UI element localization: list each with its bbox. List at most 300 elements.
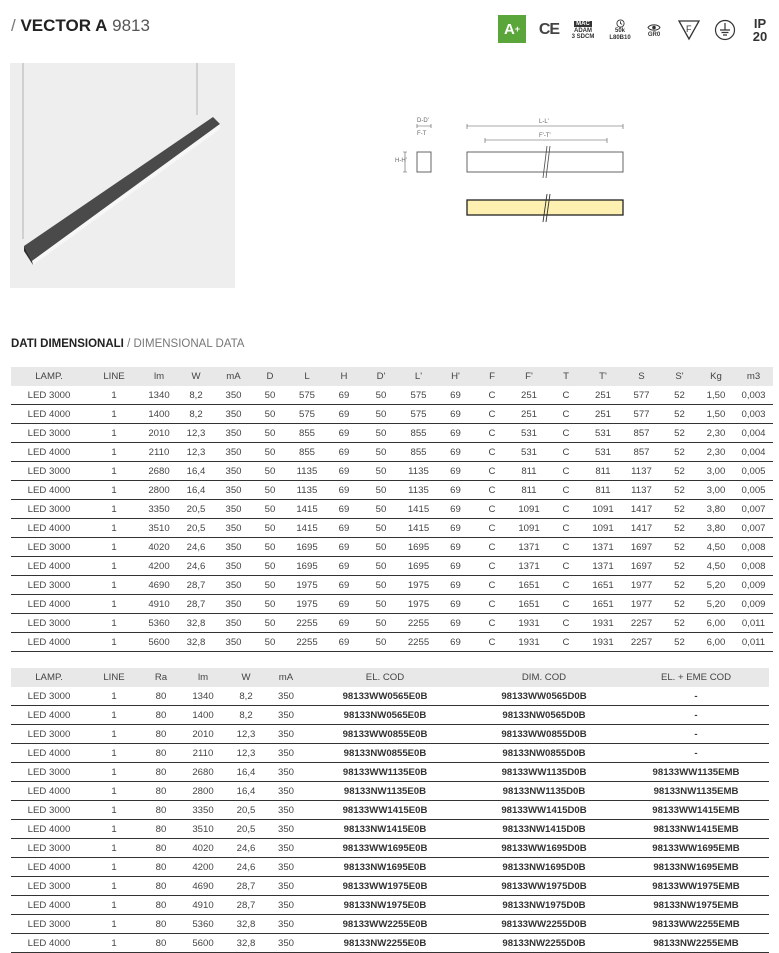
table-cell: 69 bbox=[326, 462, 362, 481]
table-cell: 1371 bbox=[584, 538, 622, 557]
table-cell: 350 bbox=[267, 896, 305, 915]
table-cell: C bbox=[474, 424, 510, 443]
code-row bbox=[11, 744, 769, 763]
table-cell: 1415 bbox=[288, 519, 326, 538]
table-cell: 80 bbox=[141, 820, 181, 839]
column-header: LINE bbox=[87, 668, 141, 687]
table-cell: 50 bbox=[362, 633, 400, 652]
table-cell: 50 bbox=[362, 576, 400, 595]
table-cell: 98133NW2255E0B bbox=[305, 934, 465, 953]
table-cell: 50 bbox=[362, 614, 400, 633]
table-cell: 2800 bbox=[181, 782, 225, 801]
svg-text:F: F bbox=[686, 24, 692, 34]
section-title-sep: / bbox=[127, 338, 131, 350]
label-f-t: F'-T' bbox=[539, 133, 551, 139]
table-cell: 2110 bbox=[141, 443, 177, 462]
table-cell: 2257 bbox=[622, 633, 661, 652]
table-cell: 1695 bbox=[400, 538, 437, 557]
table-cell: 251 bbox=[584, 386, 622, 405]
page-title bbox=[11, 16, 150, 36]
table-cell: 98133WW2255EMB bbox=[623, 915, 769, 934]
table-cell: 1135 bbox=[288, 481, 326, 500]
table-cell: 1651 bbox=[584, 595, 622, 614]
table-cell: 3350 bbox=[181, 801, 225, 820]
table-cell: LED 3000 bbox=[11, 576, 87, 595]
eye-icon bbox=[647, 23, 661, 32]
dimensional-row bbox=[11, 538, 773, 557]
column-header: DIM. COD bbox=[465, 668, 623, 687]
table-cell: C bbox=[474, 557, 510, 576]
table-cell: 3,80 bbox=[698, 519, 734, 538]
table-cell: 1 bbox=[87, 576, 141, 595]
table-cell: 6,00 bbox=[698, 633, 734, 652]
table-cell: 16,4 bbox=[177, 481, 215, 500]
table-cell: 575 bbox=[400, 386, 437, 405]
table-cell: 1091 bbox=[584, 500, 622, 519]
table-cell: C bbox=[548, 519, 584, 538]
table-cell: C bbox=[548, 462, 584, 481]
column-header: S bbox=[622, 367, 661, 386]
table-cell: 98133WW1975EMB bbox=[623, 877, 769, 896]
table-cell: 1,50 bbox=[698, 405, 734, 424]
table-cell: 1 bbox=[87, 763, 141, 782]
table-cell: 98133NW1975D0B bbox=[465, 896, 623, 915]
table-cell: C bbox=[548, 557, 584, 576]
table-cell: 0,005 bbox=[734, 462, 773, 481]
table-cell: 2,30 bbox=[698, 424, 734, 443]
table-cell: 98133NW0855D0B bbox=[465, 744, 623, 763]
column-header: H bbox=[326, 367, 362, 386]
table-cell: 98133WW2255E0B bbox=[305, 915, 465, 934]
table-cell: 1651 bbox=[584, 576, 622, 595]
table-cell: 855 bbox=[400, 443, 437, 462]
table-cell: 1931 bbox=[510, 633, 548, 652]
table-cell: 98133WW0855E0B bbox=[305, 725, 465, 744]
column-header: D' bbox=[362, 367, 400, 386]
table-cell: 0,011 bbox=[734, 614, 773, 633]
column-header: F' bbox=[510, 367, 548, 386]
table-cell: 350 bbox=[267, 801, 305, 820]
mac-adam-icon bbox=[568, 15, 598, 45]
dimensional-row bbox=[11, 462, 773, 481]
table-cell: 32,8 bbox=[177, 614, 215, 633]
table-cell: 2010 bbox=[141, 424, 177, 443]
dimensional-row bbox=[11, 595, 773, 614]
table-cell: 8,2 bbox=[177, 405, 215, 424]
table-cell: C bbox=[474, 633, 510, 652]
table-cell: 0,004 bbox=[734, 424, 773, 443]
table-cell: 811 bbox=[510, 481, 548, 500]
table-cell: 1137 bbox=[622, 462, 661, 481]
table-cell: 2680 bbox=[181, 763, 225, 782]
column-header: T' bbox=[584, 367, 622, 386]
table-cell: 531 bbox=[510, 424, 548, 443]
table-cell: 69 bbox=[326, 443, 362, 462]
table-cell: 98133WW1135EMB bbox=[623, 763, 769, 782]
table-cell: 69 bbox=[437, 557, 474, 576]
table-cell: 20,5 bbox=[225, 820, 267, 839]
table-cell: 1 bbox=[87, 443, 141, 462]
table-cell: 575 bbox=[288, 386, 326, 405]
table-cell: 69 bbox=[437, 462, 474, 481]
table-cell: 69 bbox=[326, 500, 362, 519]
table-cell: 2257 bbox=[622, 614, 661, 633]
table-cell: 1975 bbox=[400, 576, 437, 595]
table-cell: 0,003 bbox=[734, 386, 773, 405]
table-cell: 5,20 bbox=[698, 576, 734, 595]
dimensional-row bbox=[11, 614, 773, 633]
table-cell: 98133NW1975EMB bbox=[623, 896, 769, 915]
column-header: L' bbox=[400, 367, 437, 386]
column-header: H' bbox=[437, 367, 474, 386]
table-cell: 50 bbox=[362, 500, 400, 519]
product-name: VECTOR A bbox=[20, 16, 108, 35]
table-cell: 98133NW1135E0B bbox=[305, 782, 465, 801]
table-cell: 1 bbox=[87, 424, 141, 443]
dimensional-row bbox=[11, 557, 773, 576]
table-cell: 52 bbox=[661, 595, 698, 614]
table-cell: 1977 bbox=[622, 576, 661, 595]
dimensional-row bbox=[11, 443, 773, 462]
table-cell: 1931 bbox=[510, 614, 548, 633]
table-cell: 1931 bbox=[584, 633, 622, 652]
table-cell: LED 4000 bbox=[11, 481, 87, 500]
dimensional-table-header bbox=[11, 367, 773, 386]
table-cell: LED 3000 bbox=[11, 763, 87, 782]
ip-rating-badge bbox=[746, 15, 774, 45]
table-cell: 1091 bbox=[510, 500, 548, 519]
dimensional-drawing bbox=[395, 118, 630, 223]
table-cell: 28,7 bbox=[225, 877, 267, 896]
table-cell: 1 bbox=[87, 896, 141, 915]
table-cell: LED 3000 bbox=[11, 538, 87, 557]
table-cell: 50 bbox=[252, 424, 288, 443]
table-cell: - bbox=[623, 744, 769, 763]
table-cell: 4,50 bbox=[698, 538, 734, 557]
table-cell: 251 bbox=[584, 405, 622, 424]
table-cell: 69 bbox=[437, 405, 474, 424]
table-cell: 50 bbox=[252, 462, 288, 481]
table-cell: 69 bbox=[437, 424, 474, 443]
table-cell: 1091 bbox=[510, 519, 548, 538]
table-cell: 3,00 bbox=[698, 462, 734, 481]
table-cell: 50 bbox=[362, 424, 400, 443]
table-cell: C bbox=[548, 614, 584, 633]
table-cell: - bbox=[623, 706, 769, 725]
table-cell: 52 bbox=[661, 633, 698, 652]
section-title-en: DIMENSIONAL DATA bbox=[133, 338, 245, 350]
table-cell: LED 4000 bbox=[11, 782, 87, 801]
table-cell: 4910 bbox=[141, 595, 177, 614]
table-cell: 98133NW0565D0B bbox=[465, 706, 623, 725]
table-cell: 4020 bbox=[181, 839, 225, 858]
table-cell: C bbox=[548, 500, 584, 519]
table-cell: C bbox=[474, 614, 510, 633]
table-cell: 24,6 bbox=[225, 839, 267, 858]
table-cell: LED 3000 bbox=[11, 915, 87, 934]
table-cell: 350 bbox=[215, 405, 252, 424]
table-cell: 24,6 bbox=[177, 538, 215, 557]
code-row bbox=[11, 706, 769, 725]
table-cell: C bbox=[474, 595, 510, 614]
table-cell: 52 bbox=[661, 538, 698, 557]
column-header: LINE bbox=[87, 367, 141, 386]
table-cell: 50 bbox=[362, 386, 400, 405]
table-cell: 1975 bbox=[288, 595, 326, 614]
table-cell: 98133NW1415D0B bbox=[465, 820, 623, 839]
table-cell: 32,8 bbox=[225, 915, 267, 934]
table-cell: 350 bbox=[215, 424, 252, 443]
code-row bbox=[11, 763, 769, 782]
code-row bbox=[11, 687, 769, 706]
table-cell: 1 bbox=[87, 633, 141, 652]
table-cell: 350 bbox=[215, 614, 252, 633]
table-cell: 1417 bbox=[622, 519, 661, 538]
table-cell: 2255 bbox=[288, 633, 326, 652]
table-cell: 50 bbox=[362, 557, 400, 576]
table-cell: 80 bbox=[141, 896, 181, 915]
table-cell: 2255 bbox=[400, 633, 437, 652]
table-cell: 1 bbox=[87, 538, 141, 557]
table-cell: LED 4000 bbox=[11, 557, 87, 576]
risk-group-label: GR0 bbox=[647, 31, 661, 38]
table-cell: 4,50 bbox=[698, 557, 734, 576]
lifetime-icon bbox=[606, 15, 634, 45]
code-row bbox=[11, 820, 769, 839]
lifetime-hours: 50k bbox=[614, 27, 625, 34]
table-cell: 98133NW0855E0B bbox=[305, 744, 465, 763]
table-cell: 350 bbox=[267, 820, 305, 839]
table-cell: 1 bbox=[87, 706, 141, 725]
table-cell: C bbox=[548, 386, 584, 405]
label-length: L-L' bbox=[539, 119, 549, 125]
table-cell: 0,005 bbox=[734, 481, 773, 500]
table-cell: 350 bbox=[215, 481, 252, 500]
table-cell: 575 bbox=[288, 405, 326, 424]
table-cell: 20,5 bbox=[177, 500, 215, 519]
table-cell: LED 4000 bbox=[11, 706, 87, 725]
table-cell: 251 bbox=[510, 405, 548, 424]
table-cell: 50 bbox=[362, 462, 400, 481]
table-cell: LED 3000 bbox=[11, 614, 87, 633]
table-cell: 0,004 bbox=[734, 443, 773, 462]
table-cell: 0,009 bbox=[734, 595, 773, 614]
column-header: F bbox=[474, 367, 510, 386]
table-cell: 50 bbox=[362, 481, 400, 500]
table-cell: 350 bbox=[267, 877, 305, 896]
table-cell: 52 bbox=[661, 386, 698, 405]
table-cell: 69 bbox=[326, 538, 362, 557]
table-cell: 0,008 bbox=[734, 557, 773, 576]
table-cell: 5360 bbox=[141, 614, 177, 633]
table-cell: 0,008 bbox=[734, 538, 773, 557]
table-cell: 1 bbox=[87, 877, 141, 896]
table-cell: 2,30 bbox=[698, 443, 734, 462]
table-cell: 6,00 bbox=[698, 614, 734, 633]
table-cell: 98133WW1695EMB bbox=[623, 839, 769, 858]
table-cell: 50 bbox=[362, 405, 400, 424]
lifetime-rating: L80B10 bbox=[609, 34, 631, 41]
table-cell: 1371 bbox=[510, 557, 548, 576]
table-cell: 3510 bbox=[181, 820, 225, 839]
table-cell: LED 3000 bbox=[11, 801, 87, 820]
table-cell: 50 bbox=[252, 557, 288, 576]
table-cell: 69 bbox=[326, 614, 362, 633]
table-cell: 69 bbox=[437, 443, 474, 462]
table-cell: 811 bbox=[584, 462, 622, 481]
table-cell: 98133NW1975E0B bbox=[305, 896, 465, 915]
table-cell: LED 4000 bbox=[11, 633, 87, 652]
table-cell: 2110 bbox=[181, 744, 225, 763]
table-cell: LED 4000 bbox=[11, 858, 87, 877]
table-cell: 0,007 bbox=[734, 519, 773, 538]
table-cell: LED 3000 bbox=[11, 877, 87, 896]
table-cell: 3,00 bbox=[698, 481, 734, 500]
column-header: m3 bbox=[734, 367, 773, 386]
label-depth: D-D' bbox=[417, 118, 429, 124]
table-cell: 50 bbox=[252, 614, 288, 633]
mac-label: MAC bbox=[576, 20, 590, 27]
table-cell: 98133WW1975E0B bbox=[305, 877, 465, 896]
table-cell: 4200 bbox=[141, 557, 177, 576]
table-cell: 1975 bbox=[288, 576, 326, 595]
table-cell: 69 bbox=[326, 557, 362, 576]
table-cell: 98133WW1975D0B bbox=[465, 877, 623, 896]
table-cell: LED 3000 bbox=[11, 386, 87, 405]
table-cell: C bbox=[474, 443, 510, 462]
table-cell: 8,2 bbox=[225, 687, 267, 706]
earth-ground-icon bbox=[712, 15, 738, 45]
column-header: S' bbox=[661, 367, 698, 386]
table-cell: 350 bbox=[267, 725, 305, 744]
table-cell: 350 bbox=[215, 595, 252, 614]
table-cell: LED 4000 bbox=[11, 405, 87, 424]
table-cell: 1695 bbox=[288, 538, 326, 557]
table-cell: 0,009 bbox=[734, 576, 773, 595]
table-cell: 98133NW1695D0B bbox=[465, 858, 623, 877]
column-header: T bbox=[548, 367, 584, 386]
table-cell: LED 3000 bbox=[11, 839, 87, 858]
table-cell: 1 bbox=[87, 500, 141, 519]
table-cell: 80 bbox=[141, 782, 181, 801]
dimensional-row bbox=[11, 386, 773, 405]
table-cell: 1975 bbox=[400, 595, 437, 614]
table-cell: C bbox=[474, 500, 510, 519]
table-cell: 1 bbox=[87, 934, 141, 953]
title-slash: / bbox=[11, 16, 16, 35]
table-cell: 69 bbox=[437, 633, 474, 652]
table-cell: 50 bbox=[252, 633, 288, 652]
table-cell: 52 bbox=[661, 500, 698, 519]
label-height: H-H' bbox=[395, 158, 407, 164]
table-cell: 855 bbox=[288, 443, 326, 462]
ce-mark-icon: CE bbox=[538, 21, 560, 38]
table-cell: 69 bbox=[326, 595, 362, 614]
table-cell: 69 bbox=[326, 519, 362, 538]
table-cell: 350 bbox=[215, 462, 252, 481]
table-cell: 350 bbox=[215, 576, 252, 595]
table-cell: 2010 bbox=[181, 725, 225, 744]
table-cell: 531 bbox=[584, 443, 622, 462]
table-cell: LED 4000 bbox=[11, 744, 87, 763]
table-cell: 350 bbox=[267, 763, 305, 782]
table-cell: 12,3 bbox=[177, 424, 215, 443]
column-header: EL. COD bbox=[305, 668, 465, 687]
table-cell: LED 3000 bbox=[11, 500, 87, 519]
table-cell: 98133WW1695E0B bbox=[305, 839, 465, 858]
table-cell: 1371 bbox=[584, 557, 622, 576]
table-cell: 0,011 bbox=[734, 633, 773, 652]
column-header: mA bbox=[215, 367, 252, 386]
table-cell: 1 bbox=[87, 557, 141, 576]
table-cell: 0,003 bbox=[734, 405, 773, 424]
table-cell: 350 bbox=[267, 839, 305, 858]
table-cell: C bbox=[548, 595, 584, 614]
table-cell: 857 bbox=[622, 443, 661, 462]
table-cell: 1371 bbox=[510, 538, 548, 557]
table-cell: 69 bbox=[437, 500, 474, 519]
dimensional-row bbox=[11, 633, 773, 652]
table-cell: 1697 bbox=[622, 538, 661, 557]
table-cell: 69 bbox=[326, 424, 362, 443]
table-cell: 350 bbox=[215, 519, 252, 538]
table-cell: C bbox=[474, 519, 510, 538]
table-cell: 24,6 bbox=[177, 557, 215, 576]
table-cell: 80 bbox=[141, 763, 181, 782]
table-cell: C bbox=[474, 538, 510, 557]
table-cell: LED 3000 bbox=[11, 424, 87, 443]
code-row bbox=[11, 877, 769, 896]
table-cell: 2680 bbox=[141, 462, 177, 481]
table-cell: C bbox=[548, 481, 584, 500]
table-cell: 350 bbox=[215, 500, 252, 519]
table-cell: 1695 bbox=[400, 557, 437, 576]
column-header: EL. + EME COD bbox=[623, 668, 769, 687]
codes-table-header bbox=[11, 668, 769, 687]
code-row bbox=[11, 725, 769, 744]
table-cell: 20,5 bbox=[177, 519, 215, 538]
table-cell: 1 bbox=[87, 519, 141, 538]
ip-label: IP bbox=[753, 16, 767, 31]
table-cell: 98133NW1135EMB bbox=[623, 782, 769, 801]
table-cell: 12,3 bbox=[177, 443, 215, 462]
table-cell: 3,80 bbox=[698, 500, 734, 519]
table-cell: 69 bbox=[437, 519, 474, 538]
table-cell: 350 bbox=[215, 443, 252, 462]
table-cell: 1415 bbox=[400, 500, 437, 519]
table-cell: 5600 bbox=[181, 934, 225, 953]
table-cell: LED 4000 bbox=[11, 443, 87, 462]
table-cell: 98133NW1415EMB bbox=[623, 820, 769, 839]
table-cell: 1 bbox=[87, 839, 141, 858]
table-cell: 50 bbox=[252, 538, 288, 557]
table-cell: 28,7 bbox=[225, 896, 267, 915]
table-cell: 52 bbox=[661, 405, 698, 424]
table-cell: 69 bbox=[437, 576, 474, 595]
table-cell: 855 bbox=[288, 424, 326, 443]
table-cell: 50 bbox=[362, 443, 400, 462]
table-cell: 98133WW1415EMB bbox=[623, 801, 769, 820]
table-cell: 350 bbox=[267, 934, 305, 953]
table-cell: 3350 bbox=[141, 500, 177, 519]
dimensional-data-table bbox=[11, 367, 773, 652]
table-cell: 1 bbox=[87, 614, 141, 633]
table-cell: 251 bbox=[510, 386, 548, 405]
table-cell: 1 bbox=[87, 595, 141, 614]
table-cell: 50 bbox=[252, 595, 288, 614]
table-cell: 1,50 bbox=[698, 386, 734, 405]
table-cell: 1 bbox=[87, 915, 141, 934]
